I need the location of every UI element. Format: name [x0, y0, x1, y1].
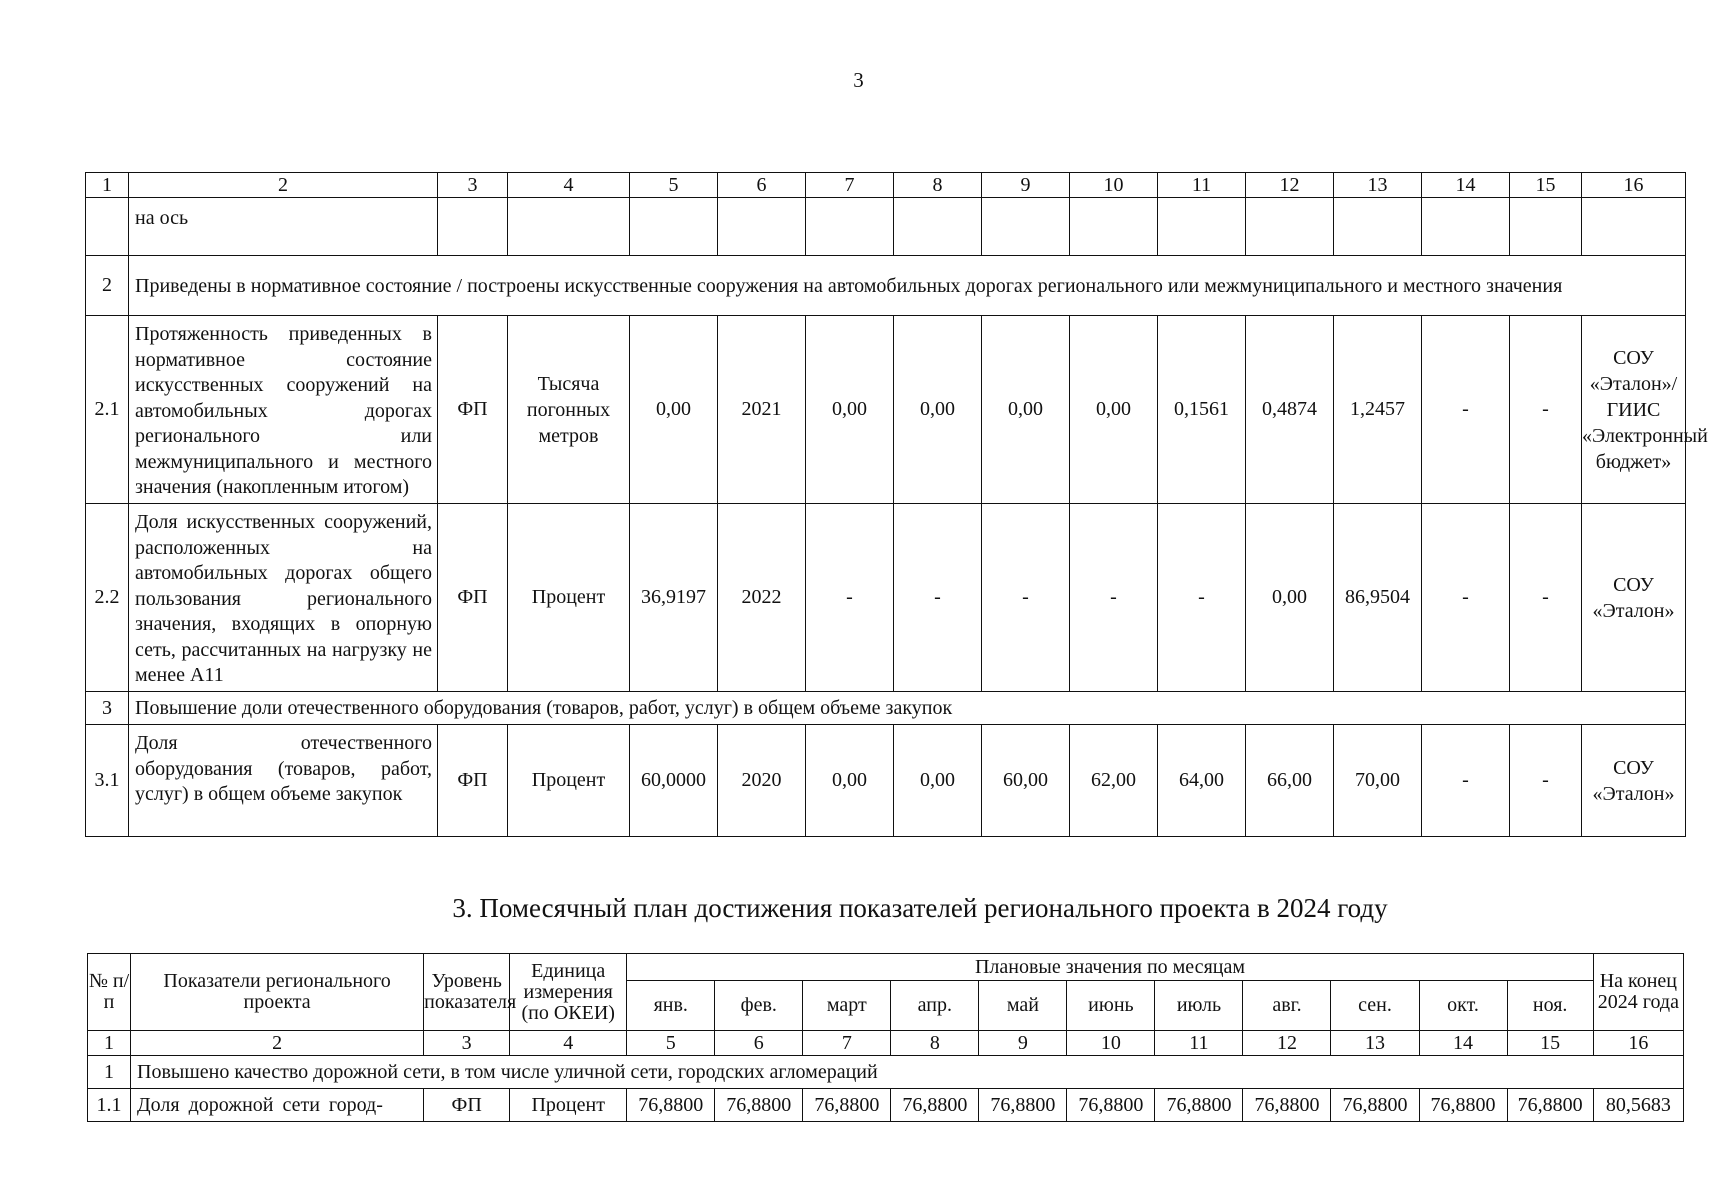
section-number: 3	[86, 692, 129, 725]
value-cell: -	[982, 504, 1070, 692]
year-end-value: 80,5683	[1593, 1089, 1683, 1122]
col-number: 8	[894, 173, 982, 198]
row-number: 2.1	[86, 316, 129, 504]
col-number: 7	[806, 173, 894, 198]
col-number: 16	[1593, 1031, 1683, 1056]
month-header: фев.	[715, 981, 803, 1031]
value-cell: -	[894, 504, 982, 692]
value-cell: 0,4874	[1246, 316, 1334, 504]
value-cell: 0,00	[1246, 504, 1334, 692]
month-header: ноя.	[1507, 981, 1593, 1031]
section-row	[86, 692, 1686, 725]
value-cell: 1,2457	[1334, 316, 1422, 504]
col-number: 1	[86, 173, 129, 198]
value-cell: 0,00	[894, 725, 982, 837]
col-number: 12	[1243, 1031, 1331, 1056]
value-cell: -	[1422, 725, 1510, 837]
col-number: 10	[1067, 1031, 1155, 1056]
value-cell: -	[1158, 504, 1246, 692]
col-number: 15	[1510, 173, 1582, 198]
base-year: 2021	[718, 316, 806, 504]
value-cell: 0,00	[1070, 316, 1158, 504]
base-year: 2022	[718, 504, 806, 692]
col-number: 5	[627, 1031, 715, 1056]
col-number: 10	[1070, 173, 1158, 198]
col-number: 7	[803, 1031, 891, 1056]
month-header: май	[979, 981, 1067, 1031]
value-cell: -	[1510, 316, 1582, 504]
month-header: июнь	[1067, 981, 1155, 1031]
col-number: 15	[1507, 1031, 1593, 1056]
section-row	[86, 256, 1686, 316]
indicators-table	[85, 172, 1708, 837]
col-number: 5	[630, 173, 718, 198]
col-number: 6	[718, 173, 806, 198]
indicator-unit: Тысяча погонных метров	[508, 316, 630, 504]
col-number: 2	[131, 1031, 424, 1056]
col-number: 14	[1422, 173, 1510, 198]
col-number: 12	[1246, 173, 1334, 198]
month-value: 76,8800	[891, 1089, 979, 1122]
header-indicator: Показатели регионального проекта	[131, 954, 424, 1031]
indicator-name: Доля искусственных сооружений, расположенных на автомобильных дорогах общего пользования регионального значения, входящих в опорную сеть, рассчитанных на нагрузку не менее А11	[129, 504, 438, 692]
header-plan-values: Плановые значения по месяцам	[627, 954, 1594, 981]
value-cell: -	[1070, 504, 1158, 692]
value-cell: 70,00	[1334, 725, 1422, 837]
indicator-level: ФП	[438, 316, 508, 504]
value-cell: 0,00	[894, 316, 982, 504]
col-number: 4	[508, 173, 630, 198]
month-value: 76,8800	[1067, 1089, 1155, 1122]
section-title: Повышение доли отечественного оборудования (товаров, работ, услуг) в общем объеме закупок	[129, 692, 1686, 725]
month-header: июль	[1155, 981, 1243, 1031]
base-value: 0,00	[630, 316, 718, 504]
value-cell: 0,00	[982, 316, 1070, 504]
header-number: № п/п	[88, 954, 131, 1031]
col-number: 13	[1334, 173, 1422, 198]
month-value: 76,8800	[979, 1089, 1067, 1122]
indicator-row	[86, 725, 1686, 837]
value-cell: -	[1510, 504, 1582, 692]
value-cell: 64,00	[1158, 725, 1246, 837]
header-row	[88, 954, 1684, 981]
column-number-row	[86, 173, 1686, 198]
column-number-row	[88, 1031, 1684, 1056]
col-number: 2	[129, 173, 438, 198]
indicator-level: ФП	[424, 1089, 510, 1122]
col-number: 13	[1331, 1031, 1419, 1056]
month-value: 76,8800	[1155, 1089, 1243, 1122]
col-number: 11	[1155, 1031, 1243, 1056]
indicator-row	[88, 1089, 1684, 1122]
month-value: 76,8800	[1243, 1089, 1331, 1122]
row-number: 3.1	[86, 725, 129, 837]
base-year: 2020	[718, 725, 806, 837]
indicator-level: ФП	[438, 725, 508, 837]
value-cell: 0,1561	[1158, 316, 1246, 504]
header-year-end: На конец 2024 года	[1593, 954, 1683, 1031]
header-level: Уровень показателя	[424, 954, 510, 1031]
section-number: 2	[86, 256, 129, 316]
month-value: 76,8800	[1419, 1089, 1507, 1122]
col-number: 16	[1582, 173, 1686, 198]
month-header: апр.	[891, 981, 979, 1031]
month-header: янв.	[627, 981, 715, 1031]
page-number: 3	[853, 68, 864, 92]
value-cell: 66,00	[1246, 725, 1334, 837]
value-cell: -	[1510, 725, 1582, 837]
value-cell: 62,00	[1070, 725, 1158, 837]
month-value: 76,8800	[803, 1089, 891, 1122]
indicator-name: Доля дорожной сети город-	[131, 1089, 424, 1122]
section-heading: 3. Помесячный план достижения показателей регионального проекта в 2024 году	[452, 893, 1388, 923]
col-number: 3	[424, 1031, 510, 1056]
value-cell: 86,9504	[1334, 504, 1422, 692]
base-value: 60,0000	[630, 725, 718, 837]
indicator-unit: Процент	[508, 504, 630, 692]
continuation-text: на ось	[129, 198, 438, 256]
col-number: 9	[979, 1031, 1067, 1056]
month-header: март	[803, 981, 891, 1031]
value-cell: -	[1422, 316, 1510, 504]
indicator-level: ФП	[438, 504, 508, 692]
month-value: 76,8800	[627, 1089, 715, 1122]
col-number: 6	[715, 1031, 803, 1056]
month-header: авг.	[1243, 981, 1331, 1031]
col-number: 8	[891, 1031, 979, 1056]
indicator-row	[86, 504, 1686, 692]
value-cell: -	[806, 504, 894, 692]
continuation-row	[86, 198, 1686, 256]
value-cell: 0,00	[806, 725, 894, 837]
col-number: 3	[438, 173, 508, 198]
section-row	[88, 1056, 1684, 1089]
section-number: 1	[88, 1056, 131, 1089]
section-title: Приведены в нормативное состояние / построены искусственные сооружения на автомобильных дорогах регионального или межмуниципального и местного значения	[129, 256, 1686, 316]
value-cell: -	[1422, 504, 1510, 692]
indicator-row	[86, 316, 1686, 504]
col-number: 9	[982, 173, 1070, 198]
header-unit: Единица измерения (по ОКЕИ)	[510, 954, 627, 1031]
col-number: 14	[1419, 1031, 1507, 1056]
row-number: 1.1	[88, 1089, 131, 1122]
value-cell: 60,00	[982, 725, 1070, 837]
data-source: СОУ «Эталон»	[1582, 725, 1686, 837]
col-number: 11	[1158, 173, 1246, 198]
value-cell: 0,00	[806, 316, 894, 504]
month-header: сен.	[1331, 981, 1419, 1031]
indicator-unit: Процент	[510, 1089, 627, 1122]
month-value: 76,8800	[1507, 1089, 1593, 1122]
indicator-name: Протяженность приведенных в нормативное состояние искусственных сооружений на автомобильных дорогах регионального или межмуниципального и местного значения (накопленным итогом)	[129, 316, 438, 504]
col-number: 4	[510, 1031, 627, 1056]
data-source: СОУ «Эталон»/ ГИИС «Электронный бюджет»	[1582, 316, 1686, 504]
month-value: 76,8800	[1331, 1089, 1419, 1122]
monthly-plan-table	[87, 953, 1684, 1122]
indicator-name: Доля отечественного оборудования (товаров, работ, услуг) в общем объеме закупок	[129, 725, 438, 837]
col-number: 1	[88, 1031, 131, 1056]
month-header: окт.	[1419, 981, 1507, 1031]
row-number: 2.2	[86, 504, 129, 692]
base-value: 36,9197	[630, 504, 718, 692]
month-value: 76,8800	[715, 1089, 803, 1122]
section-title: Повышено качество дорожной сети, в том числе уличной сети, городских агломераций	[131, 1056, 1684, 1089]
indicator-unit: Процент	[508, 725, 630, 837]
data-source: СОУ «Эталон»	[1582, 504, 1686, 692]
